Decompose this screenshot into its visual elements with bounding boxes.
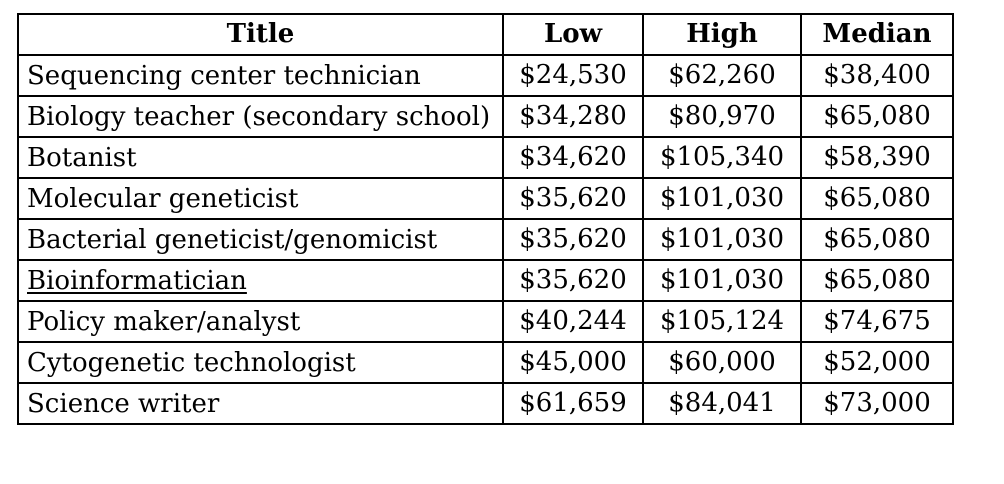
table-header bbox=[18, 14, 953, 55]
cell-title: Science writer bbox=[18, 383, 503, 424]
cell-high: $101,030 bbox=[643, 260, 801, 301]
cell-low: $35,620 bbox=[503, 219, 643, 260]
cell-median: $58,390 bbox=[801, 137, 953, 178]
cell-low: $45,000 bbox=[503, 342, 643, 383]
bioinformatician-link[interactable]: Bioinformatician bbox=[27, 265, 247, 296]
cell-low: $61,659 bbox=[503, 383, 643, 424]
cell-high: $60,000 bbox=[643, 342, 801, 383]
cell-high: $101,030 bbox=[643, 219, 801, 260]
cell-title: Sequencing center technician bbox=[18, 55, 503, 96]
table-row bbox=[18, 301, 953, 342]
salary-table bbox=[17, 13, 954, 425]
header-low: Low bbox=[503, 14, 643, 55]
header-title: Title bbox=[18, 14, 503, 55]
cell-low: $35,620 bbox=[503, 260, 643, 301]
table-row bbox=[18, 178, 953, 219]
table-row bbox=[18, 383, 953, 424]
cell-title: Policy maker/analyst bbox=[18, 301, 503, 342]
cell-title: Bacterial geneticist/genomicist bbox=[18, 219, 503, 260]
cell-high: $62,260 bbox=[643, 55, 801, 96]
cell-low: $34,280 bbox=[503, 96, 643, 137]
header-median: Median bbox=[801, 14, 953, 55]
cell-high: $84,041 bbox=[643, 383, 801, 424]
cell-title: Cytogenetic technologist bbox=[18, 342, 503, 383]
cell-low: $40,244 bbox=[503, 301, 643, 342]
table-row bbox=[18, 55, 953, 96]
cell-median: $38,400 bbox=[801, 55, 953, 96]
cell-title: Biology teacher (secondary school) bbox=[18, 96, 503, 137]
header-high: High bbox=[643, 14, 801, 55]
cell-title-link[interactable] bbox=[18, 260, 503, 301]
cell-low: $35,620 bbox=[503, 178, 643, 219]
cell-low: $24,530 bbox=[503, 55, 643, 96]
table-row bbox=[18, 96, 953, 137]
cell-median: $65,080 bbox=[801, 260, 953, 301]
cell-median: $74,675 bbox=[801, 301, 953, 342]
cell-median: $65,080 bbox=[801, 96, 953, 137]
cell-high: $105,340 bbox=[643, 137, 801, 178]
cell-title: Botanist bbox=[18, 137, 503, 178]
table-row bbox=[18, 342, 953, 383]
table-row bbox=[18, 219, 953, 260]
cell-median: $65,080 bbox=[801, 219, 953, 260]
table-row bbox=[18, 137, 953, 178]
table-row bbox=[18, 260, 953, 301]
cell-median: $52,000 bbox=[801, 342, 953, 383]
cell-title: Molecular geneticist bbox=[18, 178, 503, 219]
header-row bbox=[18, 14, 953, 55]
cell-low: $34,620 bbox=[503, 137, 643, 178]
cell-high: $105,124 bbox=[643, 301, 801, 342]
cell-median: $73,000 bbox=[801, 383, 953, 424]
cell-high: $80,970 bbox=[643, 96, 801, 137]
cell-high: $101,030 bbox=[643, 178, 801, 219]
table-body bbox=[18, 55, 953, 424]
cell-median: $65,080 bbox=[801, 178, 953, 219]
